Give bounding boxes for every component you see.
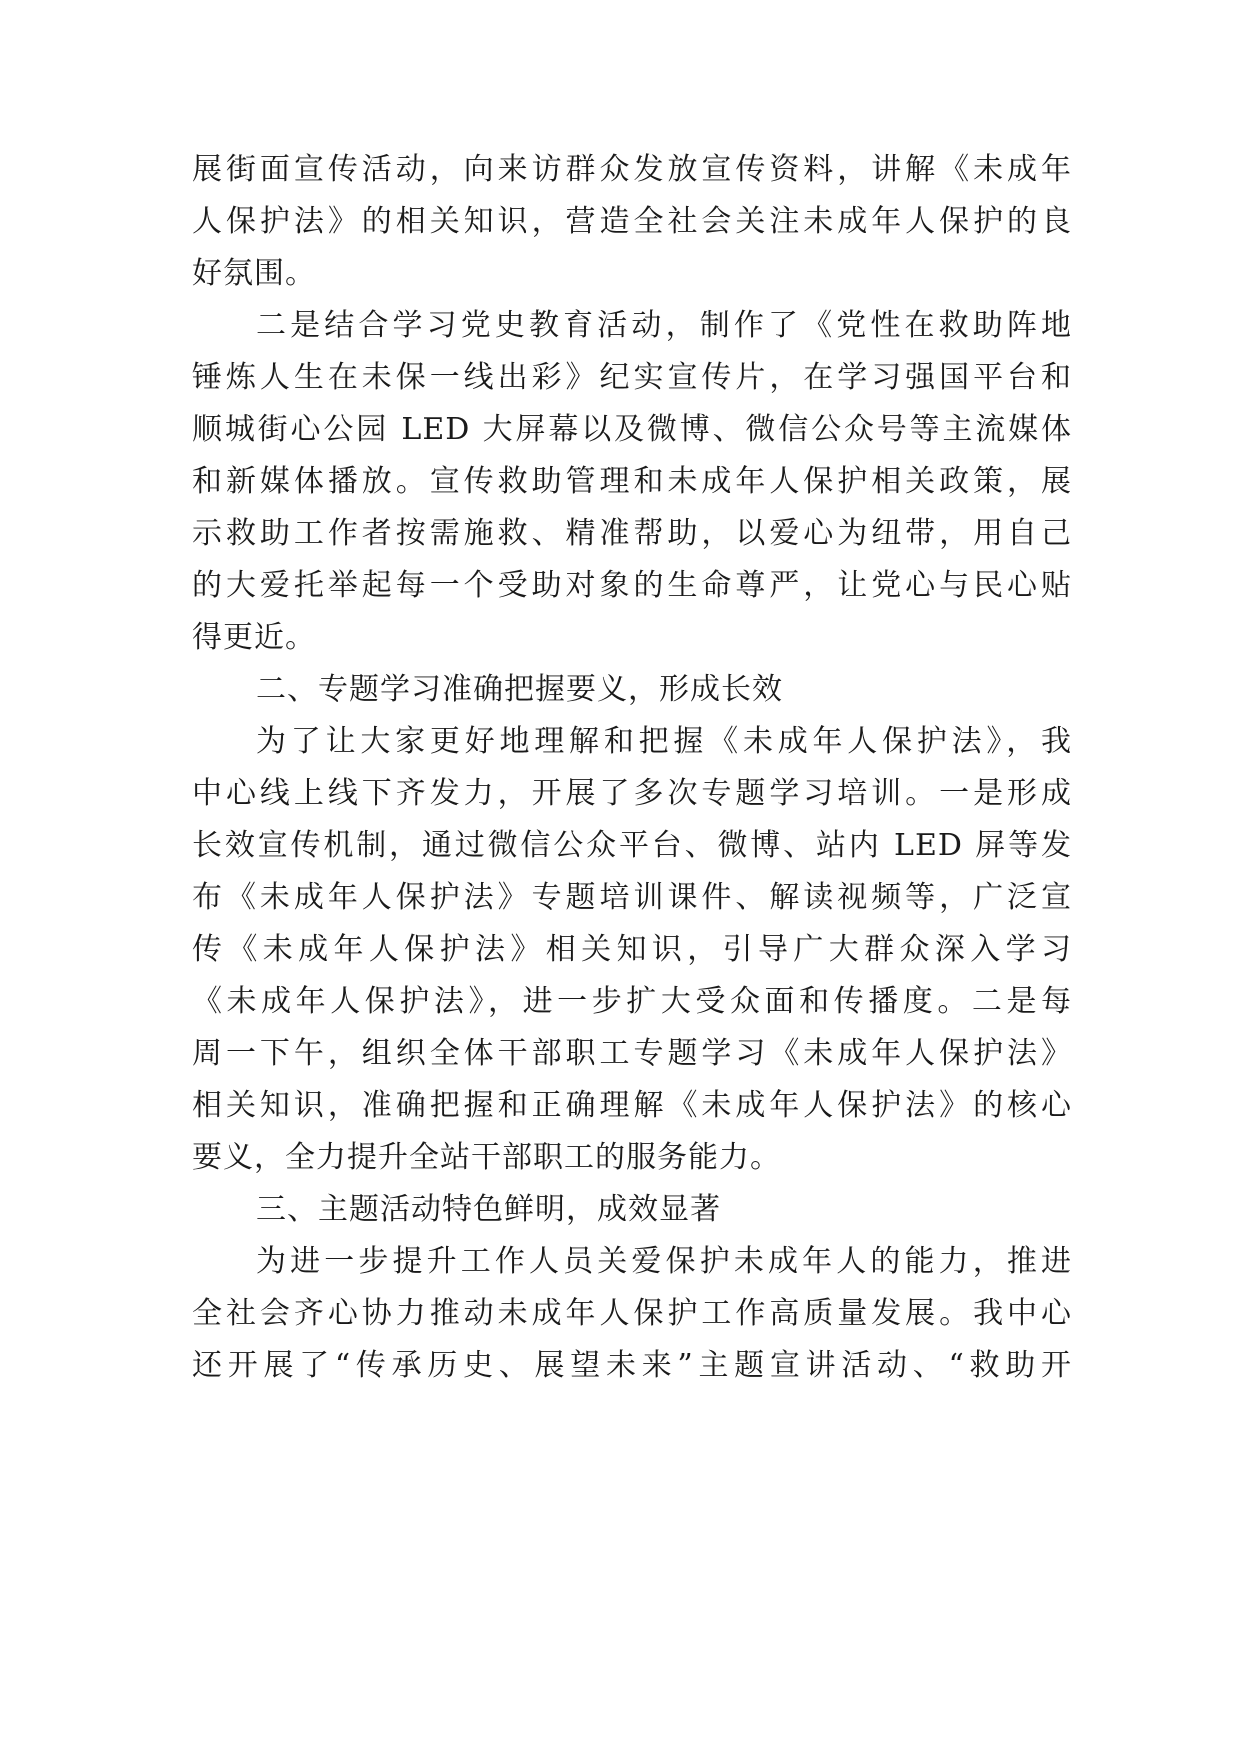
body-line: 长效宣传机制，通过微信公众平台、微博、站内 LED 屏等发 [192, 828, 1072, 863]
section-heading: 二、专题学习准确把握要义，形成长效 [256, 672, 783, 707]
body-line: 人保护法》的相关知识，营造全社会关注未成年人保护的良 [192, 204, 1072, 239]
body-line: 展街面宣传活动，向来访群众发放宣传资料，讲解《未成年 [192, 152, 1072, 187]
body-line: 和新媒体播放。宣传救助管理和未成年人保护相关政策，展 [192, 464, 1072, 499]
body-line: 好氛围。 [192, 256, 316, 291]
body-line: 中心线上线下齐发力，开展了多次专题学习培训。一是形成 [192, 776, 1072, 811]
body-line: 要义，全力提升全站干部职工的服务能力。 [192, 1140, 781, 1175]
body-line: 还开展了“传承历史、展望未来”主题宣讲活动、“救助开 [192, 1348, 1072, 1383]
body-line: 为了让大家更好地理解和把握《未成年人保护法》，我 [256, 724, 1072, 759]
body-line: 布《未成年人保护法》专题培训课件、解读视频等，广泛宣 [192, 880, 1072, 915]
body-line: 二是结合学习党史教育活动，制作了《党性在救助阵地 [256, 308, 1072, 343]
body-line: 示救助工作者按需施救、精准帮助，以爱心为纽带，用自己 [192, 516, 1072, 551]
body-line: 为进一步提升工作人员关爱保护未成年人的能力，推进 [256, 1244, 1072, 1279]
body-line: 顺城街心公园 LED 大屏幕以及微博、微信公众号等主流媒体 [192, 412, 1072, 447]
body-line: 《未成年人保护法》，进一步扩大受众面和传播度。二是每 [192, 984, 1072, 1019]
body-line: 全社会齐心协力推动未成年人保护工作高质量发展。我中心 [192, 1296, 1072, 1331]
body-line: 锤炼人生在未保一线出彩》纪实宣传片，在学习强国平台和 [192, 360, 1072, 395]
body-line: 的大爱托举起每一个受助对象的生命尊严，让党心与民心贴 [192, 568, 1072, 603]
body-line: 传《未成年人保护法》相关知识，引导广大群众深入学习 [192, 932, 1072, 967]
section-heading: 三、主题活动特色鲜明，成效显著 [256, 1192, 721, 1227]
body-line: 周一下午，组织全体干部职工专题学习《未成年人保护法》 [192, 1036, 1072, 1071]
body-line: 相关知识，准确把握和正确理解《未成年人保护法》的核心 [192, 1088, 1072, 1123]
body-line: 得更近。 [192, 620, 316, 655]
